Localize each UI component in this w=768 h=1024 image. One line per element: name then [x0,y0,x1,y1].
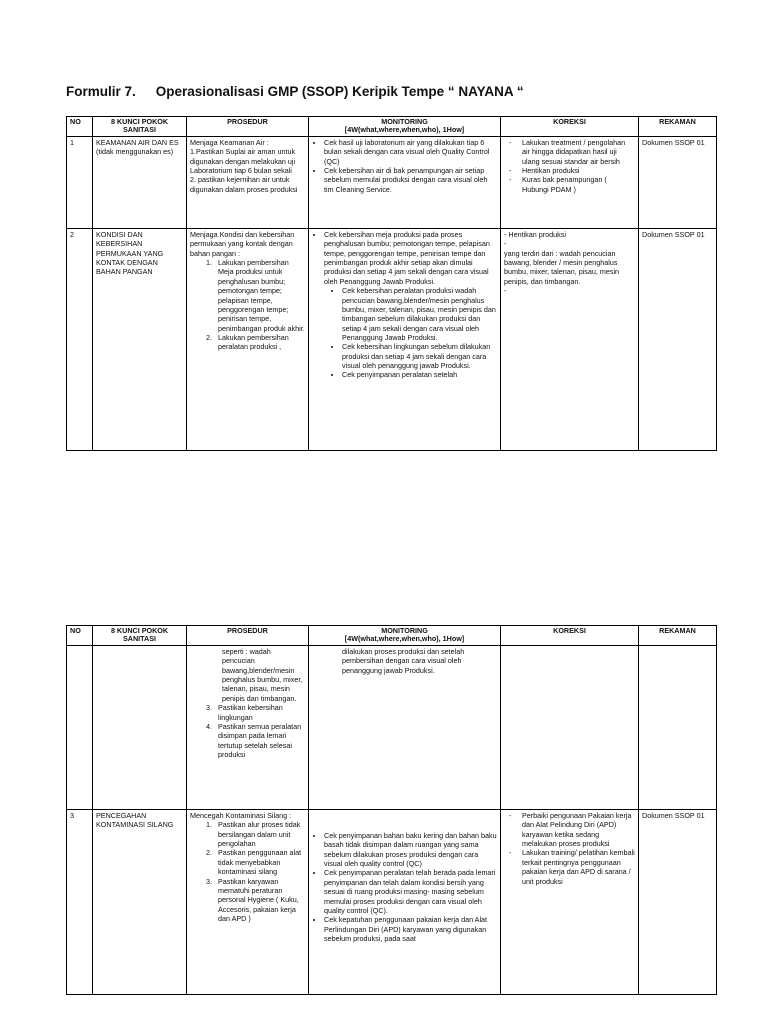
header-koreksi: KOREKSI [501,626,639,646]
row1-kunci: KEAMANAN AIR DAN ES (tidak menggunakan es) [93,137,187,229]
table-row [67,229,717,451]
row3-kunci: PENCEGAHAN KONTAMINASI SILANG [93,810,187,995]
row1-prosedur: Menjaga Keamanan Air : 1.Pastikan Suplai air aman untuk digunakan dengan melakukan uji Laboratorium tiap 6 bulan sekali 2. pastikan kejernihan air untuk digunakan dalam proses produksi [187,137,309,229]
row1-no: 1 [67,137,93,229]
header-monitoring: MONITORING [4W(what,where,when,who), 1How] [309,626,501,646]
cont-monitoring: dilakukan proses produksi dan setelah pembersihan dengan cara visual oleh penanggung jawab Produksi. [309,646,501,810]
header-monitoring: MONITORING [4W(what,where,when,who), 1How] [309,117,501,137]
header-rekaman: REKAMAN [639,626,717,646]
row2-rekaman: Dokumen SSOP 01 [639,229,717,451]
table-header-row [67,626,717,646]
row1-monitoring: • Cek hasil uji laboratorium air yang dilakukan tiap 6 bulan sekali dengan cara visual oleh Quality Control (QC) • Cek kebersihan air di bak penampungan air setiap sebelum memulai produksi dengan cara visual oleh tim Cleaning Service. [309,137,501,229]
row1-rekaman: Dokumen SSOP 01 [639,137,717,229]
table-row [67,137,717,229]
row3-no: 3 [67,810,93,995]
header-kunci: 8 KUNCI POKOK SANITASI [93,117,187,137]
header-prosedur: PROSEDUR [187,117,309,137]
cont-prosedur: seperti : wadah pencucian bawang,blender/mesin penghalus bumbu, mixer, talenan, pisau, mesin penipis dan timbangan. 3. Pastikan kebersihan lingkungan 4. Pastikan semua peralatan disimpan pada lemari tertutup setelah selesai produksi [187,646,309,810]
form-name: Operasionalisasi GMP (SSOP) Keripik Tempe “ NAYANA “ [155,84,524,99]
cont-rekaman [639,646,717,810]
header-no: NO [67,626,93,646]
row3-koreksi: - Perbaiki pengunaan Pakaian kerja dan Alat Pelindung Diri (APD) karyawan ketika sedang melakukan proses produksi - Lakukan training/ pelatihan kembali terkait pentingnya penggunaan pakaian kerja dan APD di sarana / unit produksi [501,810,639,995]
row1-koreksi: - Lakukan treatment / pengolahan air hingga didapatkan hasil uji ulang sesuai standar air bersih - Hentikan produksi - Kuras bak penampungan ( Hubungi PDAM ) [501,137,639,229]
row3-prosedur: Mencegah Kontaminasi Silang : 1. Pastikan alur proses tidak bersilangan dalam unit pengolahan 2. Pastikan penggunaan alat tidak menyebabkan kontaminasi silang 3. Pastikan karyawan mematuhi peraturan personal Hygiene ( Kuku, Accesoris, pakaian kerja dan APD ) [187,810,309,995]
row2-no: 2 [67,229,93,451]
table-row [67,810,717,995]
header-kunci: 8 KUNCI POKOK SANITASI [93,626,187,646]
row2-monitoring: • Cek kebersihan meja produksi pada proses penghalusan bumbu; pemotongan tempe, pelapisan tempe, penggorengan tempe, penirisan tempe dan penimbangan produk akhir setiap akan dimulai produksi dan setiap 4 jam sekali dengan cara visual oleh Penanggung Jawab Produksi. • Cek kebersihan peralatan produksi wadah pencucian bawang,blender/mesin penghalus bumbu, mixer, talenan, pisau, mesin penipis dan timbangan sebelum dilakukan produksi dan setiap 4 jam sekali dengan cara visual oleh Penanggung Jawab Produksi. • Cek kebersihan lingkungan sebelum dilakukan produksi dan setiap 4 jam sekali dengan cara visual oleh penanggung jawab Produksi. • Cek penyimpanan peralatan setelah [309,229,501,451]
header-rekaman: REKAMAN [639,117,717,137]
cont-kunci [93,646,187,810]
ssop-table-page1 [66,116,717,451]
header-no: NO [67,117,93,137]
row3-rekaman: Dokumen SSOP 01 [639,810,717,995]
cont-koreksi [501,646,639,810]
row3-monitoring: • Cek penyimpanan bahan baku kering dan bahan baku basah tidak disimpan dalam ruangan yang sama sebelum dilakukan proses produksi dengan cara visual oleh quality control (QC) • Cek penyimpanan peralatan telah berada pada lemari penyimpanan dan telah dalam kondisi bersih yang sesuai di ruang produksi masing- masing sebelum memulai proses produksi dengan cara visual oleh quality control (QC). • Cek kepatuhan penggunaan pakaian kerja dan Alat Perlindungan Diri (APD) karyawan yang digunakan sebelum produksi, pada saat [309,810,501,995]
table-header-row [67,117,717,137]
row2-prosedur: Menjaga Kondisi dan kebersihan permukaan yang kontak dengan bahan pangan : 1. Lakukan pembersihan Meja produksi untuk penghalusan bumbu; pemotongan tempe; pelapisan tempe, penggorengan tempe; penirisan tempe, penimbangan produk akhir. 2. Lakukan pembersihan peralatan produksi , [187,229,309,451]
header-prosedur: PROSEDUR [187,626,309,646]
row2-koreksi: - Hentikan produksi - yang terdiri dari : wadah pencucian bawang, blender / mesin penghalus bumbu, mixer, talenan, pisau, mesin penipis, dan timbangan. - [501,229,639,451]
ssop-table-page2 [66,625,717,995]
form-title [66,84,524,99]
row2-kunci: KONDISI DAN KEBERSIHAN PERMUKAAN YANG KONTAK DENGAN BAHAN PANGAN [93,229,187,451]
header-koreksi: KOREKSI [501,117,639,137]
table-row [67,646,717,810]
form-number: Formulir 7. [66,84,136,99]
cont-no [67,646,93,810]
